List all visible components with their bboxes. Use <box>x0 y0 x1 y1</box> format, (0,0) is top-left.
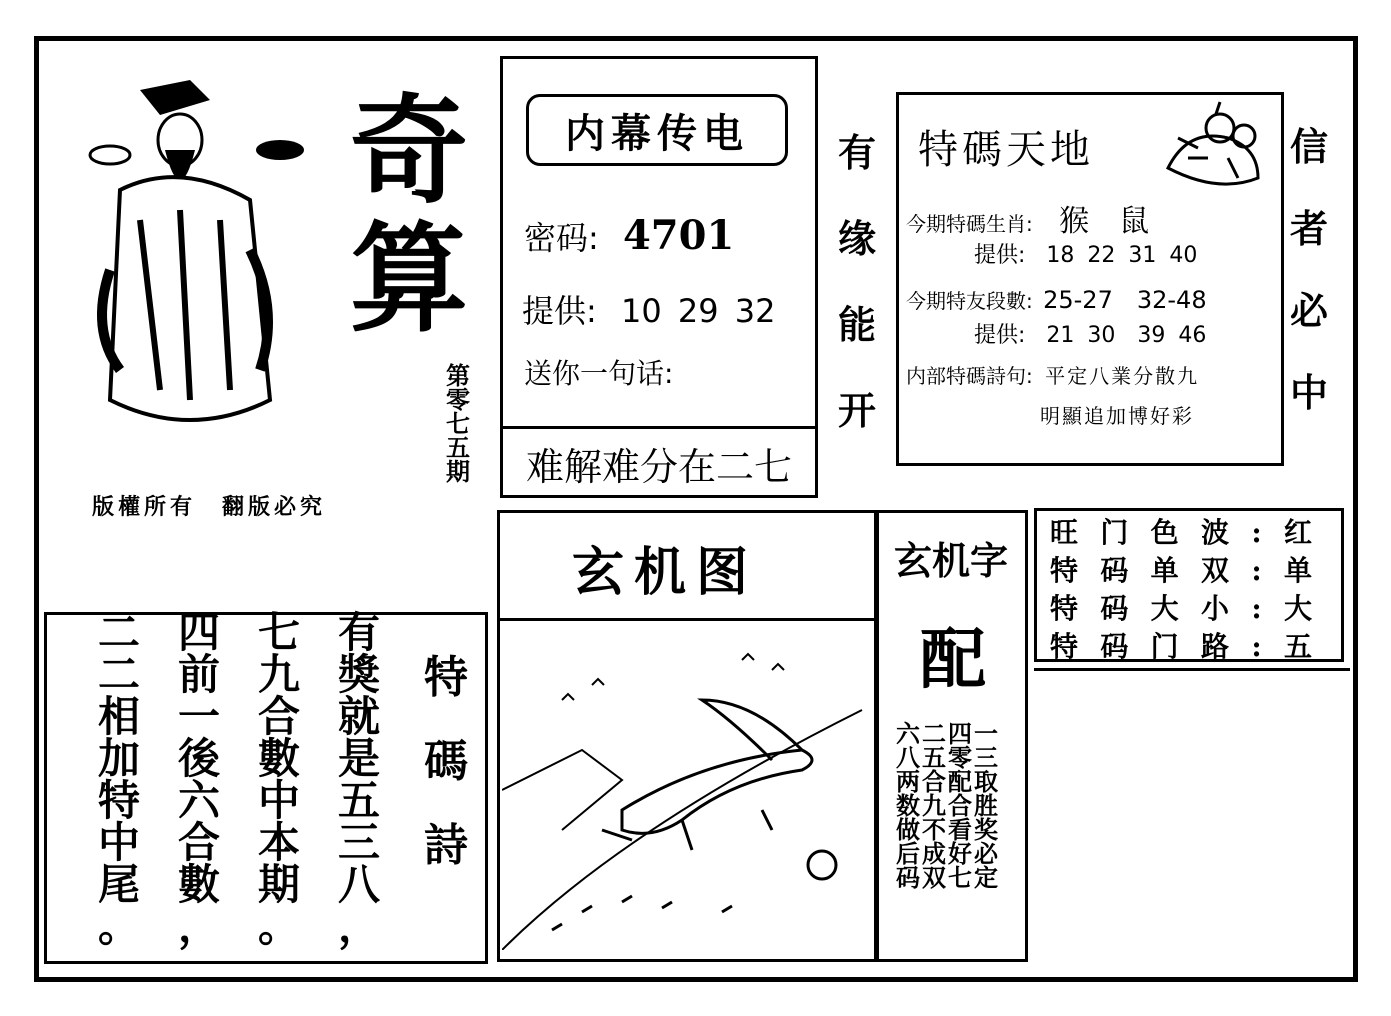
poem-char: 二 <box>98 608 141 657</box>
slogan-char: 者 <box>1290 207 1329 251</box>
mystery-text-col <box>948 722 972 890</box>
slogan-char: 信 <box>1290 125 1329 169</box>
poem-text-1: 平定八業分散九 <box>1045 364 1200 388</box>
poem-title-char: 特 <box>424 652 468 703</box>
mystery-text <box>896 722 998 890</box>
poem-char: 加 <box>98 734 141 783</box>
attr-value: 大 <box>1283 592 1312 625</box>
provide2-values: 21 30 39 46 <box>1046 323 1207 348</box>
poem-char: 中 <box>98 818 141 867</box>
attribute-row <box>1050 552 1312 590</box>
slogan-char: 缘 <box>838 217 877 261</box>
range-line <box>906 280 1207 315</box>
poem-char: 四 <box>178 608 221 657</box>
mystery-text-col <box>896 722 920 890</box>
phrase-label: 送你一句话: <box>524 357 674 390</box>
attr-value: 单 <box>1283 554 1312 587</box>
provide-values: 10 29 32 <box>620 292 776 330</box>
char: 成 <box>922 840 946 868</box>
slogan-char: 必 <box>1290 289 1329 333</box>
insider-heading: 内幕传电 <box>565 110 749 157</box>
attribute-row <box>1050 590 1312 628</box>
mystery-text-col <box>922 722 946 890</box>
char: 必 <box>974 840 998 868</box>
attr-char: 门 <box>1100 516 1129 549</box>
char: 不 <box>922 816 946 844</box>
poem-char: 數 <box>258 734 301 783</box>
char: 好 <box>948 840 972 868</box>
poem-char: 合 <box>258 692 301 741</box>
insider-phrase <box>502 426 816 498</box>
poem-col <box>258 608 301 951</box>
provide1-line <box>974 238 1197 269</box>
attribute-row <box>1050 514 1312 552</box>
provide1-label: 提供: <box>974 243 1026 268</box>
poem-char: 六 <box>178 776 221 825</box>
poem-char: ， <box>338 902 381 951</box>
password-label: 密码: <box>524 219 599 257</box>
phrase-text: 难解难分在二七 <box>525 445 792 489</box>
slogan-char: 有 <box>838 131 877 175</box>
attribute-row <box>1050 628 1312 666</box>
zodiac-label: 今期特碼生肖: <box>906 212 1033 236</box>
poem-char: 中 <box>258 776 301 825</box>
mystery-title: 玄机图 <box>572 543 759 603</box>
poem-char: 數 <box>178 860 221 909</box>
mystery-text-col <box>974 722 998 890</box>
provide-label: 提供: <box>522 292 597 330</box>
attr-char: 双 <box>1200 554 1229 587</box>
title-char: 奇 <box>350 82 469 220</box>
poem-col <box>338 608 381 951</box>
poem-char: 八 <box>338 860 381 909</box>
attr-char: 特 <box>1050 554 1079 587</box>
char: 两 <box>896 768 920 796</box>
slogan-char: 能 <box>838 303 877 347</box>
slogan-char: 中 <box>1290 371 1329 415</box>
mystery-picture-inner <box>499 618 875 621</box>
mystery-char-title: 玄机字 <box>894 539 1009 583</box>
lizard-illustration <box>502 640 872 950</box>
poem-char: 後 <box>178 734 221 783</box>
char: 六 <box>896 720 920 748</box>
char: 数 <box>896 792 920 820</box>
poem-label: 内部特碼詩句: <box>906 364 1033 388</box>
attr-char: 单 <box>1150 554 1179 587</box>
attr-char: 门 <box>1150 630 1179 663</box>
char: 二 <box>922 720 946 748</box>
attr-divider <box>1034 668 1350 671</box>
poem-title-char: 詩 <box>424 820 468 871</box>
char: 八 <box>896 744 920 772</box>
poem-line1 <box>906 360 1199 389</box>
issue-char: 期 <box>446 458 470 486</box>
fruit-icon <box>1158 98 1270 194</box>
char: 定 <box>974 864 998 892</box>
poem-char: 七 <box>258 608 301 657</box>
title-char: 算 <box>350 210 469 348</box>
deity-illustration <box>80 70 310 450</box>
poem-char: 相 <box>98 692 141 741</box>
issue-char: 七 <box>446 410 470 438</box>
char: 后 <box>896 840 920 868</box>
attributes-list <box>1050 514 1312 666</box>
attr-char: 特 <box>1050 592 1079 625</box>
poem-char: 。 <box>258 902 301 951</box>
poem-char: 前 <box>178 650 221 699</box>
char: 配 <box>948 768 972 796</box>
poem-char: 尾 <box>98 860 141 909</box>
poem-char: 是 <box>338 734 381 783</box>
password-value: 4701 <box>622 212 735 259</box>
attr-char: 码 <box>1100 592 1129 625</box>
poem-char: 期 <box>258 860 301 909</box>
attr-char: 码 <box>1100 554 1129 587</box>
colon: : <box>1251 516 1262 549</box>
char: 零 <box>948 744 972 772</box>
char: 合 <box>948 792 972 820</box>
poem-char: 三 <box>338 818 381 867</box>
provide2-label: 提供: <box>974 323 1026 348</box>
poem-title <box>424 652 468 871</box>
zodiac-line <box>906 196 1149 240</box>
char: 七 <box>948 864 972 892</box>
attr-char: 旺 <box>1050 516 1079 549</box>
poem-line2: 明顯追加博好彩 <box>1040 404 1194 428</box>
char: 双 <box>922 864 946 892</box>
main-title <box>350 82 469 348</box>
insider-provide-line <box>522 286 775 332</box>
provide2-line <box>974 318 1206 349</box>
char: 九 <box>922 792 946 820</box>
mystery-char: 配 <box>920 620 986 698</box>
range-label: 今期特友段數: <box>906 289 1033 313</box>
char: 合 <box>922 768 946 796</box>
attr-value: 五 <box>1283 630 1312 663</box>
poem-char: 五 <box>338 776 381 825</box>
colon: : <box>1251 630 1262 663</box>
provide1-values: 18 22 31 40 <box>1046 243 1198 268</box>
poem-char: 合 <box>178 818 221 867</box>
special-heading: 特碼天地 <box>918 127 1094 173</box>
poem-title-char: 碼 <box>424 736 468 787</box>
colon: : <box>1251 554 1262 587</box>
password-line <box>524 212 734 259</box>
poem-body <box>98 608 381 951</box>
poem-char: 就 <box>338 692 381 741</box>
char: 取 <box>974 768 998 796</box>
char: 奖 <box>974 816 998 844</box>
poem-col <box>178 608 221 951</box>
attr-char: 码 <box>1100 630 1129 663</box>
attr-char: 大 <box>1150 592 1179 625</box>
attr-char: 小 <box>1200 592 1229 625</box>
char: 做 <box>896 816 920 844</box>
poem-char: 一 <box>178 692 221 741</box>
attr-char: 路 <box>1200 630 1229 663</box>
zodiac-value: 猴 鼠 <box>1059 204 1150 239</box>
poem-char: 特 <box>98 776 141 825</box>
attr-char: 波 <box>1200 516 1229 549</box>
attr-value: 红 <box>1283 516 1312 549</box>
char: 码 <box>896 864 920 892</box>
poem-char: 有 <box>338 608 381 657</box>
slogan-char: 开 <box>838 389 877 433</box>
char: 四 <box>948 720 972 748</box>
poem-char: 。 <box>98 902 141 951</box>
slogan-right <box>1290 125 1329 415</box>
attr-char: 特 <box>1050 630 1079 663</box>
issue-number <box>446 364 470 484</box>
range-values: 25-27 32-48 <box>1043 286 1207 314</box>
poem-col <box>98 608 141 951</box>
char: 胜 <box>974 792 998 820</box>
char: 五 <box>922 744 946 772</box>
issue-char: 五 <box>446 434 470 462</box>
issue-char: 零 <box>446 386 470 414</box>
char: 三 <box>974 744 998 772</box>
copyright: 版權所有 翻版必究 <box>92 494 327 520</box>
poem-char: 本 <box>258 818 301 867</box>
poem-char: 獎 <box>338 650 381 699</box>
char: 看 <box>948 816 972 844</box>
insider-heading-box <box>526 94 788 166</box>
colon: : <box>1251 592 1262 625</box>
poem-char: 二 <box>98 650 141 699</box>
char: 一 <box>974 720 998 748</box>
attr-char: 色 <box>1150 516 1179 549</box>
poem-char: ， <box>178 902 221 951</box>
slogan-mid <box>838 131 877 433</box>
poem-char: 九 <box>258 650 301 699</box>
issue-char: 第 <box>446 362 470 390</box>
